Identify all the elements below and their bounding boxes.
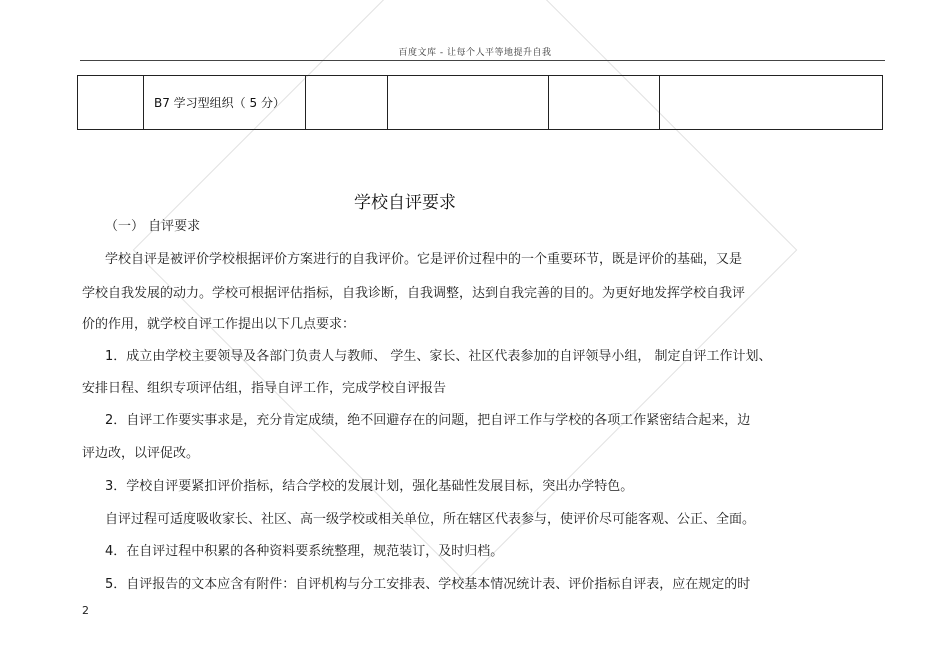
paragraph-line: 评边改，以评促改。 (82, 446, 200, 461)
list-item: 3．学校自评要紧扣评价指标，结合学校的发展计划，强化基础性发展目标，突出办学特色。 (105, 479, 634, 494)
paragraph-line: 价的作用，就学校自评工作提出以下几点要求： (82, 317, 356, 332)
header-divider (80, 60, 885, 61)
table-cell (660, 76, 883, 130)
evaluation-table (77, 75, 883, 130)
section-title: 学校自评要求 (354, 193, 456, 213)
paragraph-line: 学校自评是被评价学校根据评价方案进行的自我评价。它是评价过程中的一个重要环节，既是评价的基础，又是 (105, 252, 743, 267)
list-item: 5．自评报告的文本应含有附件：自评机构与分工安排表、学校基本情况统计表、评价指标自评表，应在规定的时 (105, 577, 751, 592)
paragraph-line: 学校自我发展的动力。学校可根据评估指标，自我诊断，自我调整，达到自我完善的目的。为更好地发挥学校自我评 (82, 286, 746, 301)
table-cell (78, 76, 144, 130)
paragraph-line: 自评过程可适度吸收家长、社区、高一级学校或相关单位，所在辖区代表参与，使评价尽可能客观、公正、全面。 (105, 512, 756, 527)
table-row (78, 76, 883, 130)
table-cell (388, 76, 549, 130)
section-subtitle: （一） 自评要求 (105, 219, 201, 234)
paragraph-line: 安排日程、组织专项评估组，指导自评工作，完成学校自评报告 (82, 381, 447, 396)
page-header: 百度文库 - 让每个人平等地提升自我 (398, 48, 552, 58)
list-item: 2．自评工作要实事求是，充分肯定成绩，绝不回避存在的问题，把自评工作与学校的各项工作紧密结合起来，边 (105, 413, 751, 428)
page-number: 2 (82, 604, 89, 617)
list-item: 1．成立由学校主要领导及各部门负责人与教师、 学生、家长、社区代表参加的自评领导小组， 制定自评工作计划、 (105, 349, 772, 364)
table-cell-label: B7 学习型组织（ 5 分） (144, 76, 306, 130)
table-cell (549, 76, 660, 130)
list-item: 4．在自评过程中积累的各种资料要系统整理，规范装订，及时归档。 (105, 544, 504, 559)
table-cell (306, 76, 388, 130)
